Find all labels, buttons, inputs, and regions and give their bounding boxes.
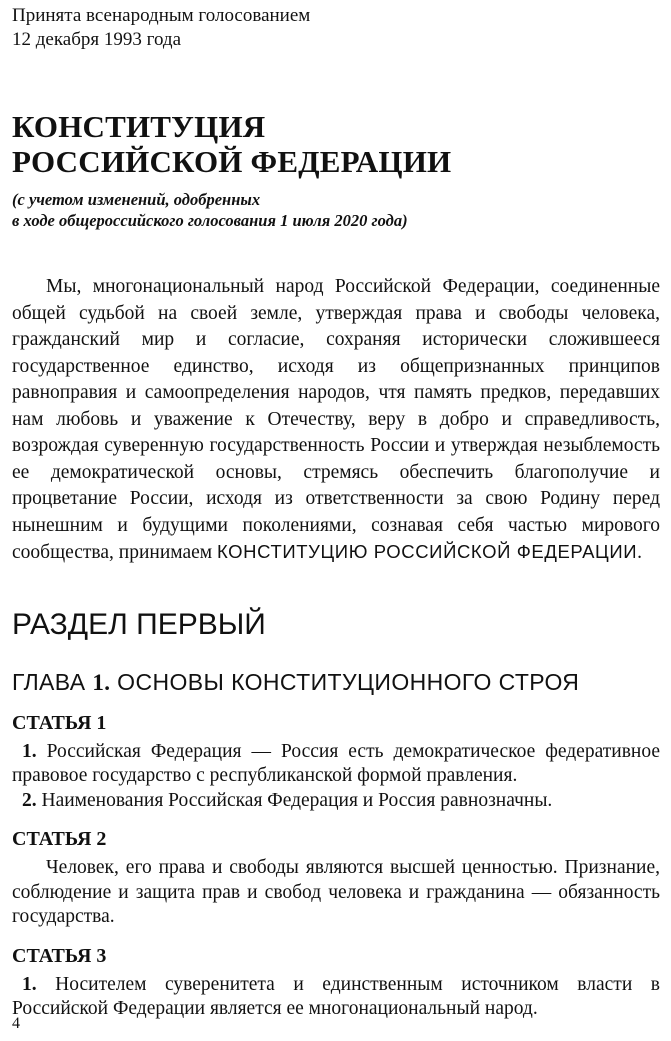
preamble-constitution-caps: КОНСТИТУЦИЮ РОССИЙСКОЙ ФЕДЕРАЦИИ	[217, 541, 638, 562]
chapter-prefix: ГЛАВА	[12, 668, 86, 695]
paragraph-number: 2.	[22, 789, 37, 811]
chapter-heading	[12, 667, 660, 698]
paragraph-number: 1.	[22, 740, 37, 762]
amendment-note	[12, 189, 660, 231]
paragraph-number: 1.	[22, 973, 37, 995]
adoption-note-line: Принята всенародным голосованием	[12, 5, 311, 26]
article-paragraph	[12, 856, 660, 930]
article-heading: СТАТЬЯ 2	[12, 828, 107, 850]
paragraph-text: Человек, его права и свободы являются высшей ценностью. Признание, соблюдение и защита прав и свобод человека и гражданина — обязанность государства.	[12, 857, 660, 927]
article-paragraph	[12, 973, 660, 1022]
section-heading: РАЗДЕЛ ПЕРВЫЙ	[12, 607, 266, 641]
document-title-line: КОНСТИТУЦИЯ	[12, 109, 266, 144]
preamble	[12, 274, 660, 567]
article-heading: СТАТЬЯ 1	[12, 711, 107, 734]
paragraph-text: Наименования Российская Федерация и Россия равнозначны.	[41, 789, 553, 811]
adoption-note	[12, 4, 660, 52]
document-title	[12, 109, 660, 179]
adoption-note-date: 12 декабря 1993 года	[12, 29, 182, 50]
document-title-line: РОССИЙСКОЙ ФЕДЕРАЦИИ	[12, 144, 452, 179]
paragraph-text: Носителем суверенитета и единственным источником власти в Российской Федерации является ее многонациональный народ.	[12, 973, 661, 1019]
article-paragraph	[12, 789, 660, 814]
chapter-title: ОСНОВЫ КОНСТИТУЦИОННОГО СТРОЯ	[117, 668, 580, 695]
paragraph-text: Российская Федерация — Россия есть демократическое федеративное правовое государство с республиканской формой правления.	[12, 740, 660, 786]
article-paragraph	[12, 740, 660, 789]
page-number: 4	[12, 1015, 20, 1032]
article-heading: СТАТЬЯ 3	[12, 944, 107, 967]
chapter-number: 1.	[92, 669, 111, 695]
preamble-end: .	[637, 542, 642, 563]
preamble-text: Мы, многонациональный народ Российской Федерации, соединенные общей судьбой на своей земле, утверждая права и свободы человека, гражданский мир и согласие, сохраняя исторически сложившееся государственное единство, исходя из общепризнанных принципов равноправия и самоопределения народов, чтя память предков, передавших нам любовь и уважение к Отечеству, веру в добро и справедливость, возрождая суверенную государственность России и утверждая незыблемость ее демократической основы, стремясь обеспечить благополучие и процветание России, исходя из ответственности за свою Родину перед нынешним и будущими поколениями, сознавая себя частью мирового сообщества, принимаем	[12, 276, 660, 563]
document-page	[12, 4, 660, 1022]
amendment-note-line: в ходе общероссийского голосования 1 июля 2020 года)	[12, 211, 408, 230]
amendment-note-line: (с учетом изменений, одобренных	[12, 190, 261, 209]
